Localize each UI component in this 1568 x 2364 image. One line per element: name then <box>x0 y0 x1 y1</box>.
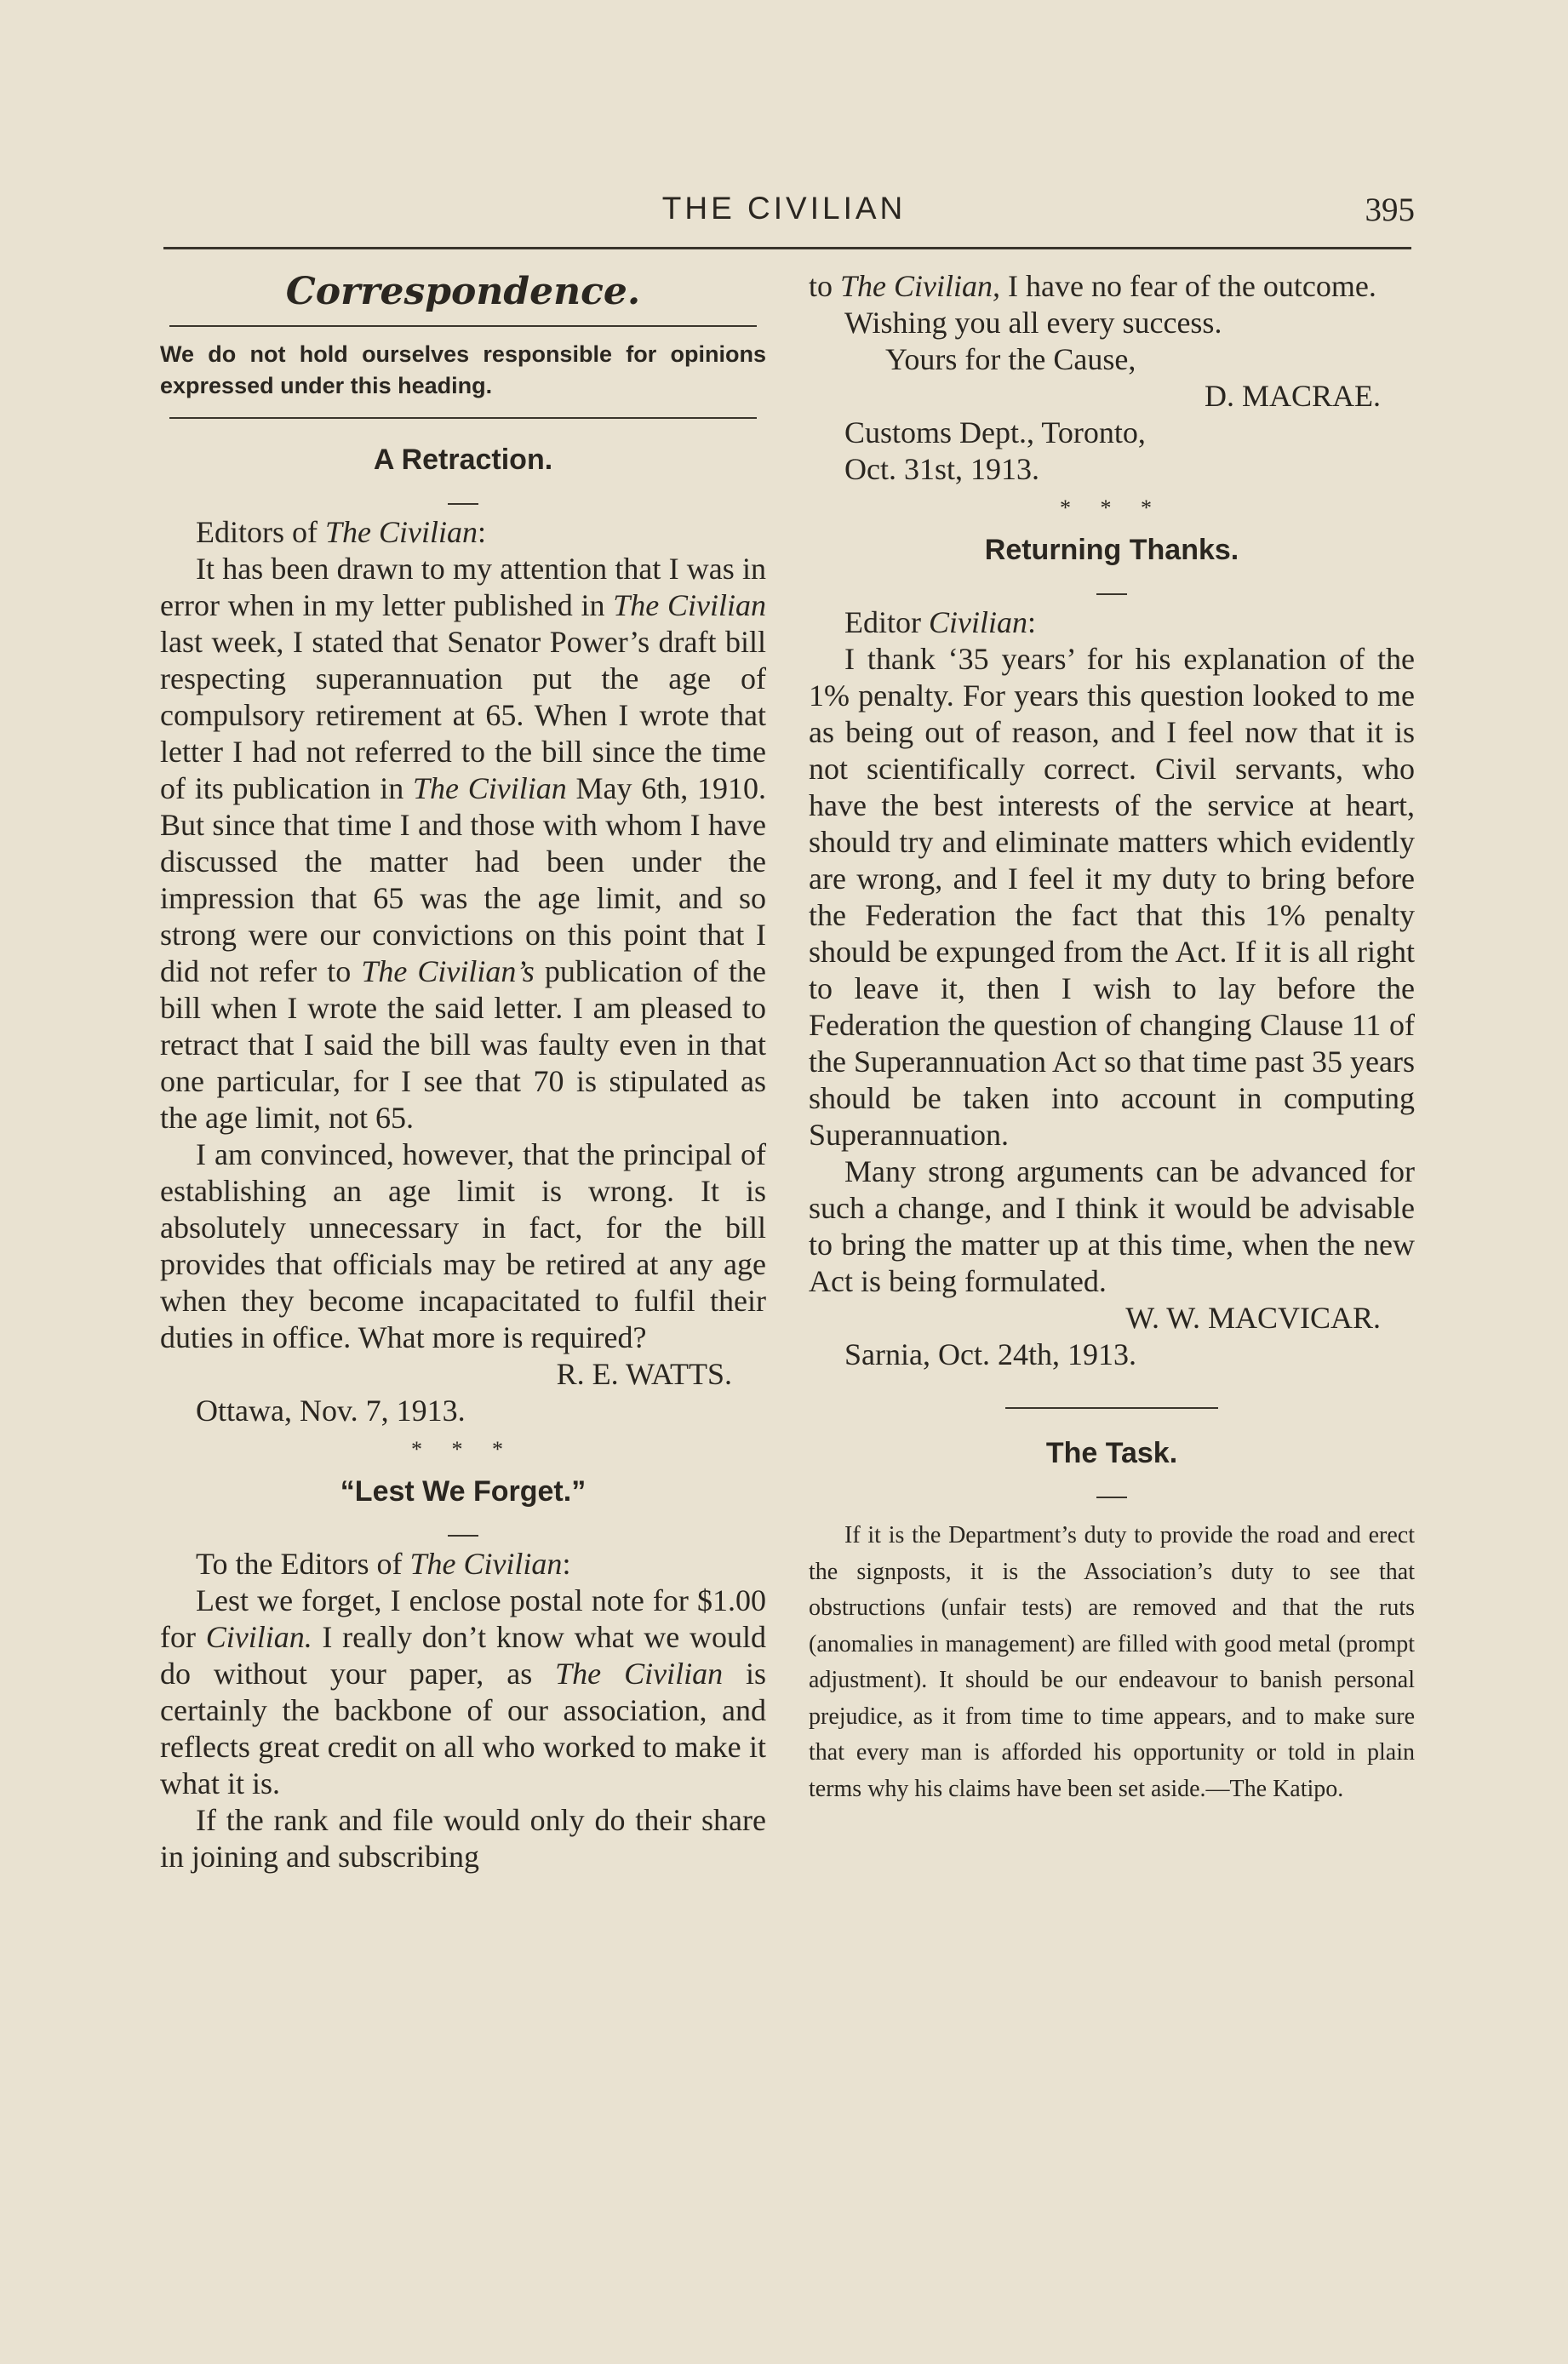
header-rule <box>163 247 1411 249</box>
retraction-paragraph-2: I am convinced, however, that the principal of establishing an age limit is wrong. It is absolutely unnecessary in fact, for the bill provides that officials may be retired at any age when they become incapacitated to fulfil their duties in office. What more is required? <box>160 1137 766 1354</box>
wishing-line: Wishing you all every success. <box>844 306 1222 340</box>
right-column <box>809 268 1415 1807</box>
closing-line: Yours for the Cause, <box>885 342 1136 376</box>
retraction-paragraph-1: It has been drawn to my attention that I was in error when in my letter published in The Civilian last week, I stated that Senator Power’s draft bill respecting superannuation put the age of compulsory retirement at 65. When I wrote that letter I had not referred to the bill since the time of its publication in The Civilian May 6th, 1910. But since that time I and those with whom I have discussed the matter had been under the impression that 65 was the age limit, and so strong were our convictions on this point that I did not refer to The Civilian’s publication of the bill when I wrote the said letter. I am pleased to retract that I said the bill was faulty even in that one particular, for I see that 70 is stipulated as the age limit, not 65. <box>160 552 767 1135</box>
macrae-place: Customs Dept., Toronto, <box>844 415 1146 449</box>
section-stars: * * * <box>1060 495 1164 520</box>
short-dash <box>809 572 1415 598</box>
macvicar-signature: W. W. MACVICAR. <box>1125 1301 1381 1335</box>
retraction-place-date: Ottawa, Nov. 7, 1913. <box>196 1394 466 1428</box>
correspondence-heading: Correspondence. <box>285 270 641 313</box>
macrae-signature: D. MACRAE. <box>1204 379 1381 413</box>
macvicar-place-date: Sarnia, Oct. 24th, 1913. <box>844 1337 1136 1371</box>
lest-we-forget-heading: “Lest We Forget.” <box>340 1475 587 1508</box>
the-task-body: If it is the Department’s duty to provide the road and erect the signposts, it is the Association’s duty to see that obstructions (unfair tests) are removed and that the ruts (anomalies in management) are filled with good metal (prompt adjustment). It should be our endeavour to banish personal prejudice, as it from time to time appears, and to make sure that every man is afforded his opportunity or told in plain terms why his claims have been set aside.—The Katipo. <box>809 1522 1415 1802</box>
disclaimer-note: We do not hold ourselves responsible for opinions expressed under this heading. <box>160 341 766 398</box>
divider-rule <box>169 325 757 327</box>
short-dash <box>809 1475 1415 1501</box>
returning-thanks-heading: Returning Thanks. <box>984 534 1239 566</box>
thanks-salutation: Editor Civilian: <box>844 605 1036 639</box>
lest-paragraph-2: If the rank and file would only do their share in joining and subscribing <box>160 1803 766 1874</box>
divider-rule <box>1005 1407 1218 1409</box>
continued-text: to The Civilian, I have no fear of the outcome. <box>809 269 1376 303</box>
running-header-title: THE CIVILIAN <box>661 191 907 226</box>
retraction-signature: R. E. WATTS. <box>556 1357 732 1391</box>
thanks-paragraph-1: I thank ‘35 years’ for his explanation of the 1% penalty. For years this question looked to me as being out of reason, and I feel now that it is not scientifically correct. Civil servants, who have the best interests of the service at heart, should try and eliminate matters which evidently are wrong, and I feel it my duty to bring before the Federation the fact that this 1% penalty should be expunged from the Act. If it is all right to leave it, then I wish to lay before the Federation the question of changing Clause 11 of the Superannuation Act so that time past 35 years should be taken into account in computing Superannuation. <box>809 642 1415 1152</box>
lest-paragraph-1: Lest we forget, I enclose postal note for $1.00 for Civilian. I really don’t know what we would do without your paper, as The Civilian is certainly the backbone of our association, and reflects great credit on all who worked to make it what it is. <box>160 1583 767 1800</box>
short-dash <box>160 1514 766 1539</box>
thanks-paragraph-2: Many strong arguments can be advanced for such a change, and I think it would be advisable to bring the matter up at this time, when the new Act is being formulated. <box>809 1154 1415 1298</box>
left-column <box>160 268 766 1875</box>
retraction-salutation: Editors of The Civilian: <box>196 515 486 549</box>
short-dash <box>160 482 766 507</box>
the-task-heading: The Task. <box>1045 1437 1178 1469</box>
retraction-heading: A Retraction. <box>373 444 553 476</box>
divider-rule <box>169 417 757 419</box>
the-task-body-block <box>809 1518 1415 1807</box>
macrae-date: Oct. 31st, 1913. <box>844 452 1039 486</box>
section-stars: * * * <box>411 1437 515 1462</box>
page-number: 395 <box>1365 192 1415 228</box>
lest-salutation: To the Editors of The Civilian: <box>196 1547 571 1581</box>
